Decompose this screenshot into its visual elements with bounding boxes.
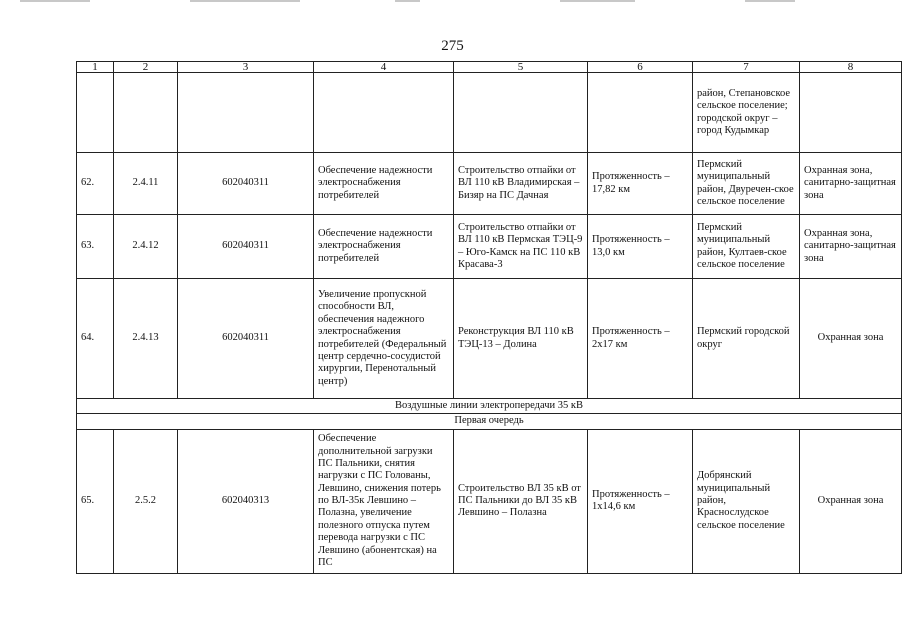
section-row (77, 399, 902, 414)
empty-cell (314, 73, 454, 153)
work-cell: Реконструкция ВЛ 110 кВ ТЭЦ-13 – Долина (454, 279, 588, 399)
empty-cell (588, 73, 693, 153)
length-cell: Протяженность – 13,0 км (588, 215, 693, 279)
column-number: 2 (114, 62, 178, 73)
continuation-row (77, 73, 902, 153)
purpose-cell: Обеспечение надежности электроснабжения потребителей (314, 153, 454, 215)
empty-cell (454, 73, 588, 153)
column-number: 7 (693, 62, 800, 73)
length-cell: Протяженность – 2х17 км (588, 279, 693, 399)
table-row (77, 429, 902, 573)
length-cell: Протяженность – 1х14,6 км (588, 429, 693, 573)
table-row (77, 279, 902, 399)
item-code: 2.4.12 (114, 215, 178, 279)
work-cell: Строительство ВЛ 35 кВ от ПС Пальники до ВЛ 35 кВ Левшино – Полазна (454, 429, 588, 573)
zone-cell: Охранная зона (800, 429, 902, 573)
scan-edge-line (560, 0, 635, 2)
empty-cell (77, 73, 114, 153)
column-number: 3 (178, 62, 314, 73)
page-number: 275 (441, 38, 464, 54)
row-number: 64. (77, 279, 114, 399)
column-number: 6 (588, 62, 693, 73)
item-code: 2.5.2 (114, 429, 178, 573)
section-title: Воздушные линии электропередачи 35 кВ (77, 399, 902, 414)
location-cell: Пермский муниципальный район, Култаев-ское сельское поселение (693, 215, 800, 279)
location-cell: Добрянский муниципальный район, Краснослудское сельское поселение (693, 429, 800, 573)
zone-cell: Охранная зона, санитарно-защитная зона (800, 215, 902, 279)
column-number: 8 (800, 62, 902, 73)
object-id: 602040311 (178, 153, 314, 215)
object-id: 602040313 (178, 429, 314, 573)
subsection-title: Первая очередь (77, 414, 902, 429)
empty-cell (800, 73, 902, 153)
work-cell: Строительство отпайки от ВЛ 110 кВ Пермская ТЭЦ-9 – Юго-Камск на ПС 110 кВ Красава-3 (454, 215, 588, 279)
location-cell: Пермский городской округ (693, 279, 800, 399)
scan-edge-line (395, 0, 420, 2)
column-number-row (77, 62, 902, 73)
scan-edge-line (745, 0, 795, 2)
empty-cell (114, 73, 178, 153)
scan-edge-line (20, 0, 90, 2)
zone-cell: Охранная зона, санитарно-защитная зона (800, 153, 902, 215)
purpose-cell: Обеспечение дополнительной загрузки ПС Пальники, снятия нагрузки с ПС Голованы, Левшино, снижения потерь по ВЛ-35к Левшино – Полазна, увеличение полезного отпуска путем перевода нагрузки с ПС Левшино (абонентская) на ПС (314, 429, 454, 573)
projects-table (76, 61, 902, 574)
work-cell: Строительство отпайки от ВЛ 110 кВ Владимирская – Бизяр на ПС Дачная (454, 153, 588, 215)
table-row (77, 215, 902, 279)
object-id: 602040311 (178, 279, 314, 399)
location-cell: район, Степановское сельское поселение; городской округ – город Кудымкар (693, 73, 800, 153)
row-number: 65. (77, 429, 114, 573)
location-cell: Пермский муниципальный район, Двуречен-ское сельское поселение (693, 153, 800, 215)
column-number: 5 (454, 62, 588, 73)
empty-cell (178, 73, 314, 153)
subsection-row (77, 414, 902, 429)
row-number: 62. (77, 153, 114, 215)
row-number: 63. (77, 215, 114, 279)
purpose-cell: Обеспечение надежности электроснабжения потребителей (314, 215, 454, 279)
column-number: 4 (314, 62, 454, 73)
object-id: 602040311 (178, 215, 314, 279)
column-number: 1 (77, 62, 114, 73)
length-cell: Протяженность – 17,82 км (588, 153, 693, 215)
zone-cell: Охранная зона (800, 279, 902, 399)
table-row (77, 153, 902, 215)
scan-edge-line (190, 0, 300, 2)
item-code: 2.4.13 (114, 279, 178, 399)
purpose-cell: Увеличение пропускной способности ВЛ, обеспечения надежного электроснабжения потребителей (Федеральный центр сердечно-сосудистой хирургии, Перенотальный центр) (314, 279, 454, 399)
item-code: 2.4.11 (114, 153, 178, 215)
